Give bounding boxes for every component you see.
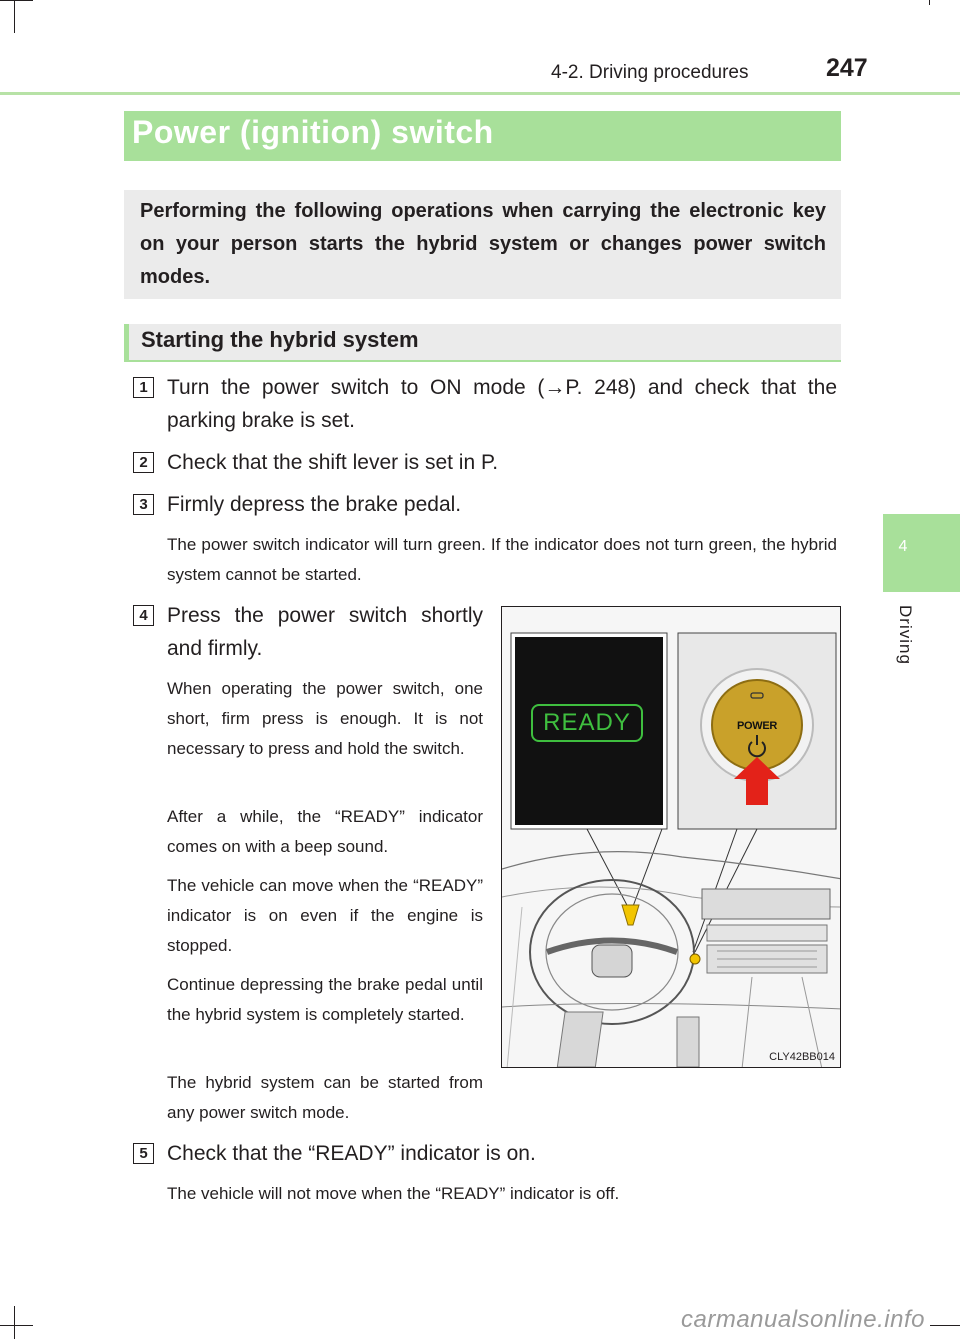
crop-mark-bottom-left-h (0, 1325, 33, 1326)
step-4-note-2: After a while, the “READY” indicator comes on with a beep sound. (167, 807, 483, 856)
crop-mark-bottom-left-v (14, 1306, 15, 1339)
subsection-title: Starting the hybrid system (141, 327, 419, 352)
step-3-text: Firmly depress the brake pedal. (167, 493, 462, 516)
step-3-note: The power switch indicator will turn green. If the indicator does not turn green, the hybrid system cannot be started. (167, 535, 837, 584)
figure-code: CLY42BB014 (769, 1051, 835, 1063)
footer-watermark[interactable]: carmanualsonline.info (681, 1306, 925, 1333)
header-rule (0, 92, 960, 95)
crop-mark-top-right-v (929, 0, 930, 5)
step-4-note-5: The hybrid system can be started from any power switch mode. (167, 1073, 483, 1122)
crop-mark-bottom-right-h (930, 1325, 960, 1326)
chapter-number: 4 (898, 538, 908, 555)
step-number-3: 3 (133, 494, 154, 515)
intro-box: Performing the following operations when carrying the electronic key on your person starts the hybrid system or changes power switch modes. (124, 190, 841, 299)
ready-indicator: READY (531, 704, 643, 742)
page-number: 247 (826, 54, 868, 82)
power-button-label: POWER (736, 720, 778, 732)
step-5-note: The vehicle will not move when the “READY” indicator is off. (167, 1184, 620, 1203)
step-4-text: Press the power switch shortly and firmly. (167, 604, 483, 660)
crop-mark-top-left-h (0, 0, 33, 1)
section-header: 4-2. Driving procedures (551, 62, 749, 83)
step-2-text: Check that the shift lever is set in P. (167, 451, 499, 474)
subsection-bar (124, 324, 841, 362)
step-4-note-4: Continue depressing the brake pedal until the hybrid system is completely started. (167, 975, 483, 1024)
dashboard-illustration (502, 607, 841, 1068)
chapter-label: Driving (896, 605, 915, 665)
page-title: Power (ignition) switch (132, 114, 494, 150)
step-number-1: 1 (133, 377, 154, 398)
title-bar (124, 111, 841, 161)
step-5-text: Check that the “READY” indicator is on. (167, 1142, 536, 1165)
step-number-5: 5 (133, 1143, 154, 1164)
step-1-text: Turn the power switch to ON mode (→P. 248) and check that the parking brake is set. (167, 376, 837, 432)
power-switch-figure (501, 606, 841, 1068)
step-number-4: 4 (133, 605, 154, 626)
step-4-note-1: When operating the power switch, one short, firm press is enough. It is not necessary to press and hold the switch. (167, 679, 483, 758)
step-number-2: 2 (133, 452, 154, 473)
step-4-note-3: The vehicle can move when the “READY” indicator is on even if the engine is stopped. (167, 876, 483, 955)
crop-mark-top-left-v (14, 0, 15, 33)
